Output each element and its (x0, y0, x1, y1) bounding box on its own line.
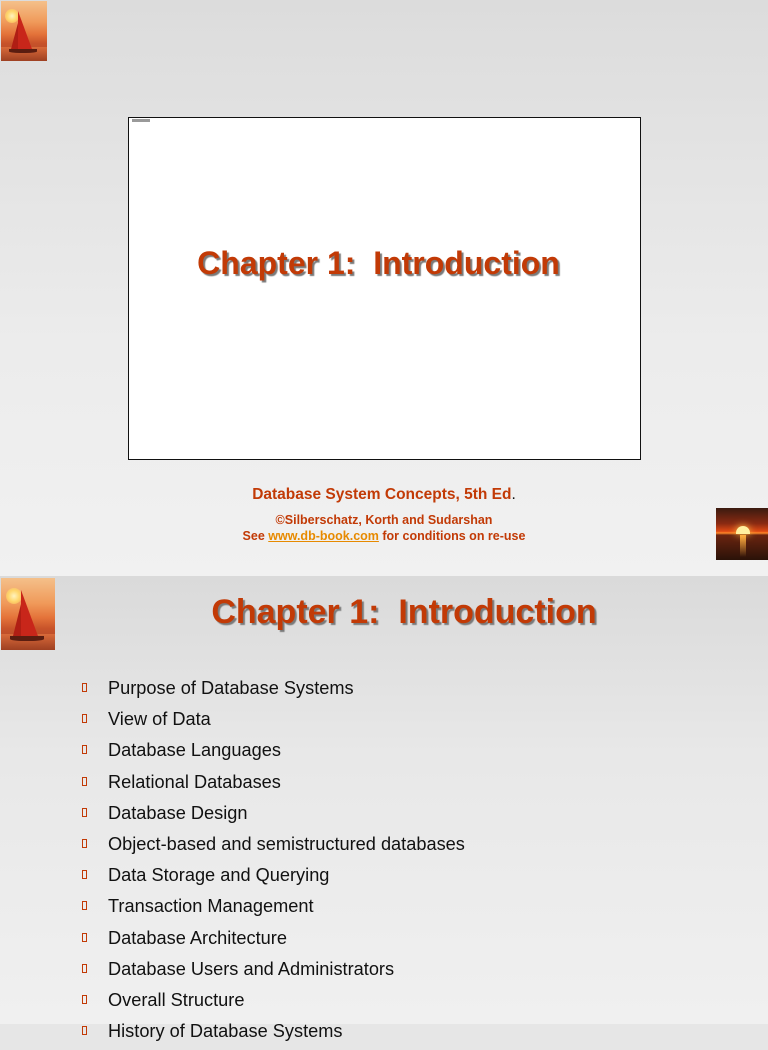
square-bullet-icon (82, 683, 87, 692)
list-item-label: Overall Structure (108, 989, 245, 1010)
list-item-label: History of Database Systems (108, 1021, 343, 1042)
list-item-label: Database Design (108, 802, 248, 823)
list-item (80, 926, 465, 957)
list-item (80, 1019, 465, 1050)
list-item-label: Database Users and Administrators (108, 958, 395, 979)
square-bullet-icon (82, 808, 87, 817)
copyright-line: ©Silberschatz, Korth and Sudarshan (275, 513, 493, 527)
list-item (80, 863, 465, 894)
square-bullet-icon (82, 870, 87, 879)
list-item-label: Purpose of Database Systems (108, 678, 354, 698)
square-bullet-icon (82, 901, 87, 910)
frame-mark (132, 119, 150, 122)
reuse-notice (0, 529, 768, 543)
square-bullet-icon (82, 1026, 87, 1035)
topic-list (80, 676, 465, 1050)
square-bullet-icon (82, 995, 87, 1004)
list-item (80, 738, 465, 769)
list-item-label: Relational Databases (108, 771, 281, 792)
outline-slide (0, 576, 768, 1042)
square-bullet-icon (82, 714, 87, 723)
slide-title: Chapter 1: Introduction (197, 245, 560, 281)
slide-title: Chapter 1: Introduction (211, 593, 597, 631)
db-book-link[interactable]: www.db-book.com (268, 529, 379, 543)
list-item-label: Transaction Management (108, 896, 314, 917)
square-bullet-icon (82, 933, 87, 942)
square-bullet-icon (82, 777, 87, 786)
list-item (80, 957, 465, 988)
sunset-icon (716, 508, 768, 560)
list-item-label: Data Storage and Querying (108, 865, 330, 886)
book-title-text: Database System Concepts, 5th Ed (252, 486, 512, 503)
list-item (80, 894, 465, 925)
list-item (80, 988, 465, 1019)
square-bullet-icon (82, 964, 87, 973)
reuse-prefix: See (242, 529, 269, 543)
list-item (80, 770, 465, 801)
list-item-label: Database Architecture (108, 927, 287, 948)
list-item (80, 676, 465, 707)
list-item-label: View of Data (108, 709, 211, 730)
list-item (80, 832, 465, 863)
title-frame (128, 117, 641, 460)
book-title-period: . (511, 486, 516, 503)
square-bullet-icon (82, 745, 87, 754)
sailboat-logo-icon (1, 1, 47, 61)
reuse-suffix: for conditions on re-use (378, 529, 526, 543)
list-item-label: Object-based and semistructured databases (108, 833, 465, 854)
list-item (80, 707, 465, 738)
book-title (0, 486, 768, 504)
list-item-label: Database Languages (108, 740, 281, 761)
list-item (80, 801, 465, 832)
square-bullet-icon (82, 839, 87, 848)
